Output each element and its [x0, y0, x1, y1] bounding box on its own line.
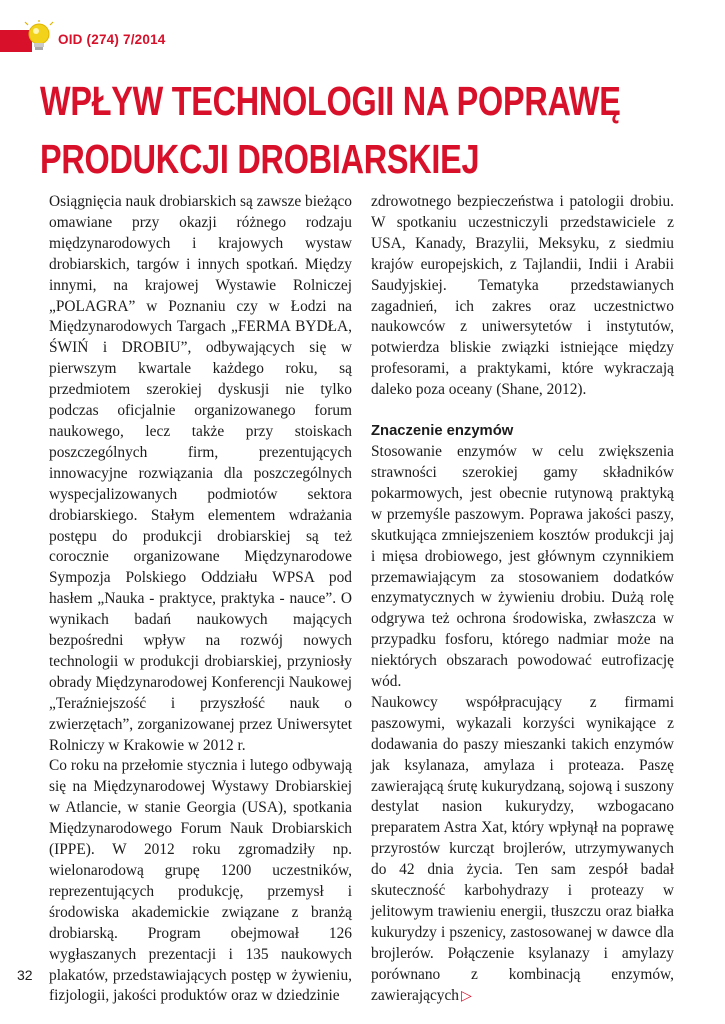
- paragraph: Osiągnięcia nauk drobiarskich są zawsze bieżąco omawiane przy okazji różnego rodzaju międzynarodowych i krajowych wystaw drobiarskich, targów i innych spotkań. Między innymi, na krajowej Wystawie Rolniczej „POLAGRA” w Poznaniu czy w Łodzi na Międzynarodowych Targach „FERMA BYDŁA, ŚWIŃ i DROBIU”, odbywających się w pierwszym kwartale każdego roku, są przedmiotem szerokiej dyskusji nie tylko podczas oficjalnie organizowanego forum naukowego, lecz także przy stoiskach poszczególnych firm, prezentujących innowacyjne rozwiązania dla poszczególnych wyspecjalizowanych podmiotów sektora drobiarskiego. Stałym elementem wdrażania postępu do produkcji drobiarskiej są też corocznie organizowane Międzynarodowe Sympozja Polskiego Oddziału WPSA pod hasłem „Nauka - praktyce, praktyka - nauce”. O wynikach badań naukowych mających bezpośredni wpływ na rozwój nowych technologii w produkcji drobiarskiej, przyniosły obrady Międzynarodowej Konferencji Naukowej „Teraźniejszość i przyszłość nauk o zwierzętach”, zorganizowanej przez Uniwersytet Rolniczy w Krakowie w 2012 r.: [49, 193, 353, 754]
- section-heading: Znaczenie enzymów: [371, 423, 514, 440]
- article-title-line-2: PRODUKCJI DROBIARSKIEJ: [40, 136, 480, 182]
- page-number: 32: [17, 967, 33, 983]
- left-text-column: [49, 192, 352, 1007]
- article-title: [40, 72, 621, 188]
- paragraph: zdrowotnego bezpieczeństwa i patologii drobiu. W spotkaniu uczestniczyli przedstawiciele z USA, Kanady, Brazylii, Meksyku, z siedmiu krajów europejskich, z Tajlandii, Indii i Arabii Saudyjskiej. Tematyka przedstawianych zagadnień, ich zakres oraz uczestnictwo naukowców z uniwersytetów i instytutów, potwierdza bliskie związki istniejące między profesorami, a praktykami, które wykraczają daleko poza oceany (Shane, 2012).: [371, 193, 674, 399]
- paragraph: Stosowanie enzymów w celu zwiększenia strawności szerokiej gamy składników pokarmowych, jest obecnie rutynową praktyką w przemyśle paszowym. Poprawa jakości paszy, skutkująca zmniejszeniem kosztów produkcji jaj i mięsa drobiowego, jest głównym czynnikiem przemawiającym za stosowaniem dodatków enzymatycznych w żywieniu drobiu. Dużą rolę odgrywa też ochrona środowiska, zwłaszcza w przypadku fosforu, którego nadmiar może na niektórych obszarach powodować eutrofizację wód.: [371, 443, 674, 691]
- paragraph-text: Naukowcy współpracujący z firmami paszowymi, wykazali korzyści wynikające z dodawania do paszy mieszanki takich enzymów jak ksylanaza, amylaza i proteaza. Paszę zawierającą śrutę kukurydzaną, sojową i suszony destylat nasion kukurydzy, wzbogacano preparatem Astra Xat, który wpłynął na poprawę przyrostów kurcząt brojlerów, utrzymywanych do 42 dnia życia. Ten sam zespół badał skuteczność karbohydrazy i proteazy w jelitowym trawieniu energii, tłuszczu oraz białka kukurydzy i pszenicy, zastosowanej w dawce dla brojlerów. Połączenie ksylanazy i amylazy porównano z kombinacją enzymów, zawierających: [371, 693, 674, 1004]
- lightbulb-logo-icon: [22, 20, 56, 56]
- continue-arrow-icon: ▷: [461, 988, 472, 1004]
- right-text-column: [371, 192, 674, 1007]
- journal-issue-label: OID (274) 7/2014: [58, 32, 166, 47]
- paragraph: Co roku na przełomie stycznia i lutego odbywają się na Międzynarodowej Wystawy Drobiarskiej w Atlancie, w stanie Georgia (USA), spotkania Międzynarodowego Forum Nauk Drobiarskich (IPPE). W 2012 roku zgromadziły np. wielonarodową grupę 1200 uczestników, reprezentujących produkcję, przemysł i środowiska akademickie związane z branżą drobiarską. Program obejmował 126 wygłaszanych prezentacji i 135 naukowych plakatów, przedstawiających postęp w żywieniu, fizjologii, jakości produktów oraz w dziedzinie: [49, 757, 352, 1005]
- article-title-line-1: WPŁYW TECHNOLOGII NA POPRAWĘ: [40, 78, 621, 124]
- paragraph: [371, 693, 674, 1007]
